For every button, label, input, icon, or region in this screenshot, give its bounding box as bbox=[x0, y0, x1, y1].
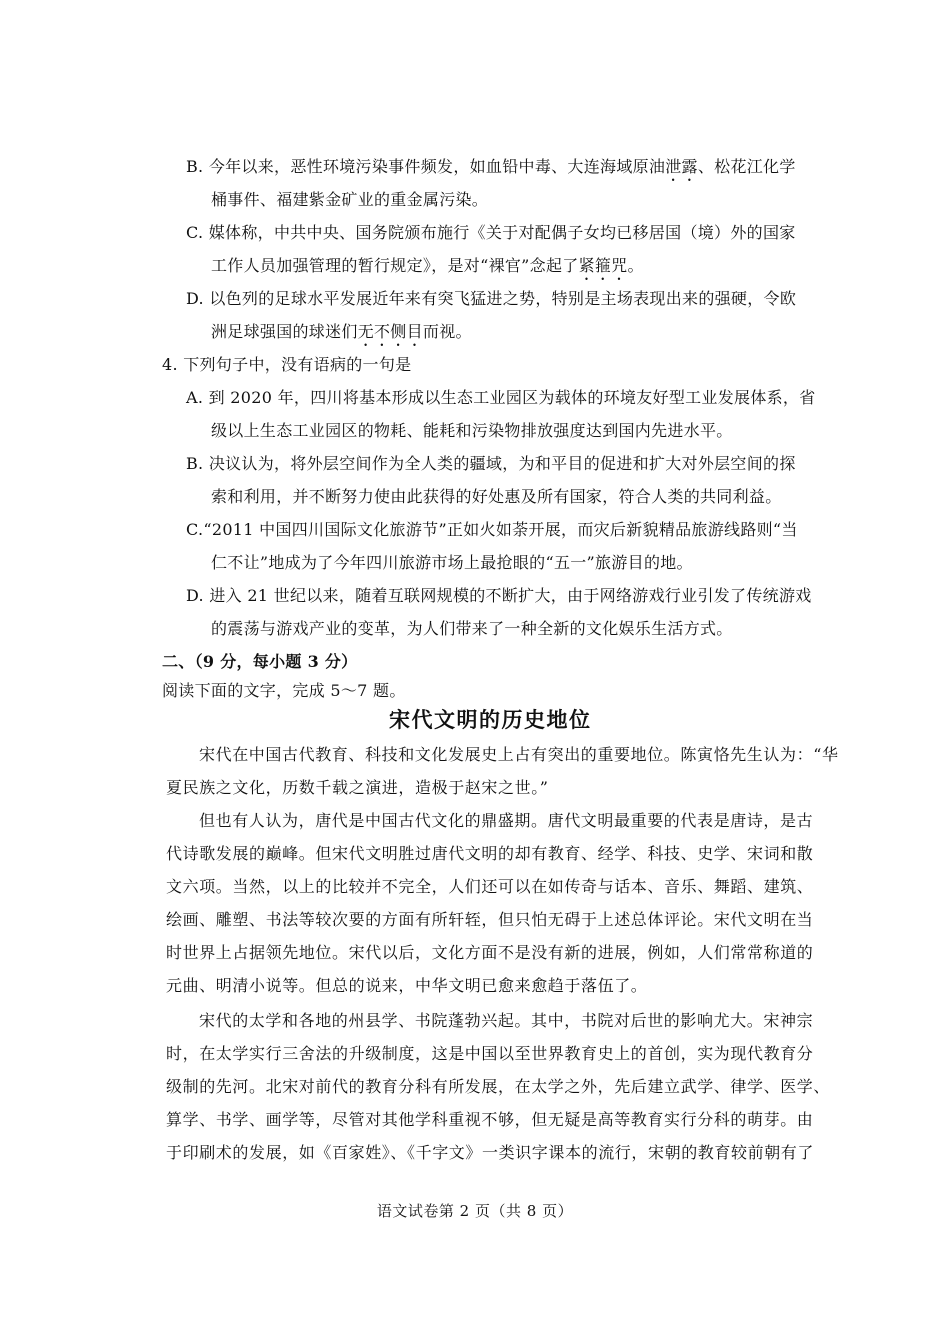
q3-d-text-end: 而视。 bbox=[422, 322, 472, 341]
q3-option-b-line1 bbox=[186, 156, 796, 185]
passage-p2-line4: 绘画、雕塑、书法等较次要的方面有所轩轾，但只怕无碍于上述总体评论。宋代文明在当 bbox=[166, 910, 814, 929]
q3-b-emphasis: 泄露 bbox=[665, 157, 698, 176]
q3-c-text: 工作人员加强管理的暂行规定》，是对“裸官”念起了 bbox=[211, 256, 579, 275]
passage-p2-line6: 元曲、明清小说等。但总的说来，中华文明已愈来愈趋于落伍了。 bbox=[166, 976, 648, 995]
passage-p2-line2: 代诗歌发展的巅峰。但宋代文明胜过唐代文明的却有教育、经学、科技、史学、宋词和散 bbox=[166, 844, 814, 863]
q4-option-c-line1: C.“2011 中国四川国际文化旅游节”正如火如荼开展，而灾后新貌精品旅游线路则“当 bbox=[186, 520, 798, 539]
section-2-header: 二、（9 分，每小题 3 分） bbox=[162, 652, 358, 671]
q4-option-c-line2: 仁不让”地成为了今年四川旅游市场上最抢眼的“五一”旅游目的地。 bbox=[211, 553, 693, 572]
q3-option-c-line2 bbox=[211, 255, 644, 284]
q3-d-emphasis: 无不侧目 bbox=[357, 322, 423, 341]
passage-p2-line1: 但也有人认为，唐代是中国古代文化的鼎盛期。唐代文明最重要的代表是唐诗，是古 bbox=[199, 811, 814, 830]
q3-b-text-end: 、松花江化学 bbox=[697, 157, 796, 176]
q4-option-b-line2: 索和利用，并不断努力使由此获得的好处惠及所有国家，符合人类的共同利益。 bbox=[211, 487, 782, 506]
q4-option-b-line1: B. 决议认为，将外层空间作为全人类的疆域，为和平目的促进和扩大对外层空间的探 bbox=[186, 454, 796, 473]
q3-c-text-end: 。 bbox=[627, 256, 644, 275]
passage-p3-line5: 于印刷术的发展，如《百家姓》、《千字文》一类识字课本的流行，宋朝的教育较前朝有了 bbox=[166, 1143, 815, 1162]
q3-d-text: 洲足球强国的球迷们 bbox=[211, 322, 358, 341]
q4-stem: 4. 下列句子中，没有语病的一句是 bbox=[162, 355, 412, 374]
passage-p2-line3: 文六项。当然，以上的比较并不完全，人们还可以在如传奇与话本、音乐、舞蹈、建筑、 bbox=[166, 877, 814, 896]
passage-p3-line3: 级制的先河。北宋对前代的教育分科有所发展，在太学之外，先后建立武学、律学、医学、 bbox=[166, 1077, 831, 1096]
page-footer: 语文试卷第 2 页（共 8 页） bbox=[376, 1202, 574, 1220]
passage-p3-line2: 时，在太学实行三舍法的升级制度，这是中国以至世界教育史上的首创，实为现代教育分 bbox=[166, 1044, 814, 1063]
passage-p1-line2: 夏民族之文化，历数千载之演进，造极于赵宋之世。” bbox=[166, 778, 549, 797]
passage-p1-line1: 宋代在中国古代教育、科技和文化发展史上占有突出的重要地位。陈寅恪先生认为：“华 bbox=[199, 745, 839, 764]
q3-option-c-line1: C. 媒体称，中共中央、国务院颁布施行《关于对配偶子女均已移居国（境）外的国家 bbox=[186, 223, 796, 242]
q3-option-d-line1: D. 以色列的足球水平发展近年来有突飞猛进之势，特别是主场表现出来的强硬，令欧 bbox=[186, 289, 797, 308]
q4-option-a-line2: 级以上生态工业园区的物耗、能耗和污染物排放强度达到国内先进水平。 bbox=[211, 421, 733, 440]
q3-b-text: B. 今年以来，恶性环境污染事件频发，如血铅中毒、大连海域原油 bbox=[186, 157, 666, 176]
q3-c-emphasis: 紧箍咒 bbox=[578, 256, 628, 275]
passage-p2-line5: 时世界上占据领先地位。宋代以后，文化方面不是没有新的进展，例如，人们常常称道的 bbox=[166, 943, 814, 962]
q3-option-b-line2: 桶事件、福建紫金矿业的重金属污染。 bbox=[211, 190, 489, 209]
passage-p3-line1: 宋代的太学和各地的州县学、书院蓬勃兴起。其中，书院对后世的影响尤大。宋神宗 bbox=[199, 1011, 814, 1030]
q4-option-a-line1: A. 到 2020 年，四川将基本形成以生态工业园区为载体的环境友好型工业发展体系，省 bbox=[186, 388, 816, 407]
passage-title: 宋代文明的历史地位 bbox=[389, 707, 592, 732]
q3-option-d-line2 bbox=[211, 321, 472, 350]
passage-p3-line4: 算学、书学、画学等，尽管对其他学科重视不够，但无疑是高等教育实行分科的萌芽。由 bbox=[166, 1110, 814, 1129]
q4-option-d-line1: D. 进入 21 世纪以来，随着互联网规模的不断扩大，由于网络游戏行业引发了传统游戏 bbox=[186, 586, 812, 605]
q4-option-d-line2: 的震荡与游戏产业的变革，为人们带来了一种全新的文化娱乐生活方式。 bbox=[211, 619, 733, 638]
section-2-instruction: 阅读下面的文字，完成 5～7 题。 bbox=[162, 681, 406, 700]
